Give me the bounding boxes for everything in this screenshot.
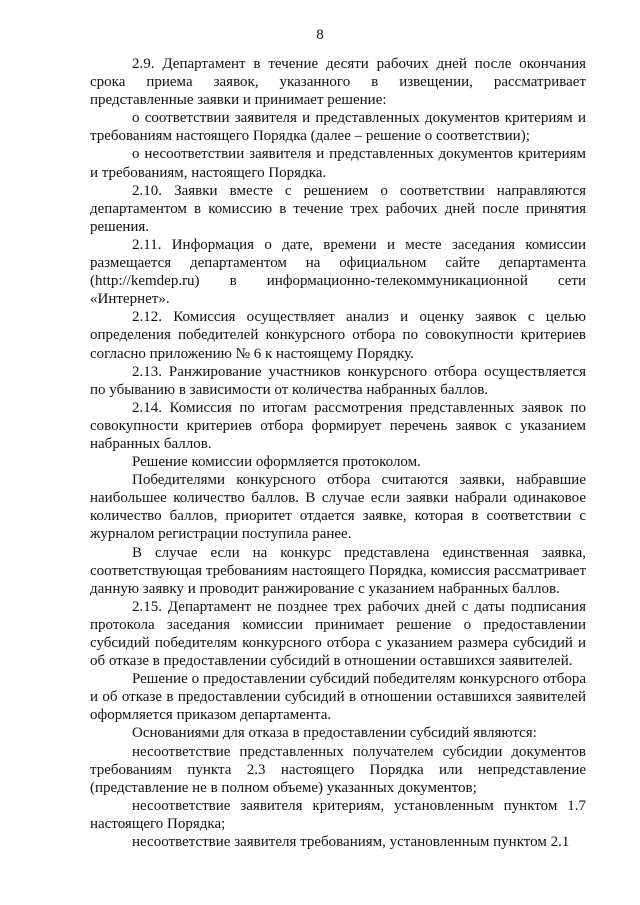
paragraph-refusal-criteria: несоответствие заявителя критериям, установленным пунктом 1.7 настоящего Порядка; — [90, 797, 586, 832]
paragraph-2-12: 2.12. Комиссия осуществляет анализ и оценку заявок с целью определения победителей конкурсного отбора по совокупности критериев согласно приложению № 6 к настоящему Порядку. — [90, 309, 586, 362]
paragraph-compliance-item: о соответствии заявителя и представленных документов критериям и требованиям настоящего Порядка (далее – решение о соответствии); — [90, 110, 586, 145]
paragraph-2-13: 2.13. Ранжирование участников конкурсного отбора осуществляется по убыванию в зависимости от количества набранных баллов. — [90, 363, 586, 398]
paragraph-order-decision: Решение о предоставлении субсидий победителям конкурсного отбора и об отказе в предоставлении субсидий в отношении оставшихся заявителей оформляется приказом департамента. — [90, 671, 586, 724]
paragraph-refusal-grounds: Основаниями для отказа в предоставлении субсидий являются: — [132, 725, 537, 742]
paragraph-refusal-documents: несоответствие представленных получателем субсидии документов требованиям пункта 2.3 настоящего Порядка или непредставление (представление не в полном объеме) указанных документов; — [90, 743, 586, 796]
paragraph-protocol: Решение комиссии оформляется протоколом. — [132, 454, 421, 471]
document-body — [90, 55, 586, 851]
paragraph-refusal-requirements: несоответствие заявителя требованиям, установленным пунктом 2.1 — [132, 834, 570, 851]
paragraph-2-10: 2.10. Заявки вместе с решением о соответствии направляются департаментом в комиссию в течение трех рабочих дней после принятия решения. — [90, 182, 586, 235]
paragraph-winners: Победителями конкурсного отбора считаются заявки, набравшие наибольшее количество баллов. В случае если заявки набрали одинаковое количество баллов, приоритет отдается заявке, которая в соответствии с журналом регистрации поступила ранее. — [90, 472, 586, 543]
paragraph-2-15: 2.15. Департамент не позднее трех рабочих дней с даты подписания протокола заседания комиссии принимает решение о предоставлении субсидий победителям конкурсного отбора с указанием размера субсидий и об отказе в предоставлении субсидий в отношении оставшихся заявителей. — [90, 598, 586, 670]
paragraph-2-11: 2.11. Информация о дате, времени и месте заседания комиссии размещается департаментом на официальном сайте департамента (http://kemdep.ru) в информационно-телекоммуникационной сети «Интернет». — [90, 236, 586, 308]
paragraph-2-9: 2.9. Департамент в течение десяти рабочих дней после окончания срока приема заявок, указанного в извещении, рассматривает представленные заявки и принимает решение: — [90, 56, 586, 109]
paragraph-noncompliance-item: о несоответствии заявителя и представленных документов критериям и требованиям, настоящего Порядка. — [90, 146, 586, 181]
paragraph-2-14: 2.14. Комиссия по итогам рассмотрения представленных заявок по совокупности критериев отбора формирует перечень заявок с указанием набранных баллов. — [90, 399, 586, 452]
page-number: 8 — [316, 27, 324, 43]
paragraph-single-application: В случае если на конкурс представлена единственная заявка, соответствующая требованиям настоящего Порядка, комиссия рассматривает данную заявку и проводит ранжирование с указанием набранных баллов. — [90, 544, 586, 597]
